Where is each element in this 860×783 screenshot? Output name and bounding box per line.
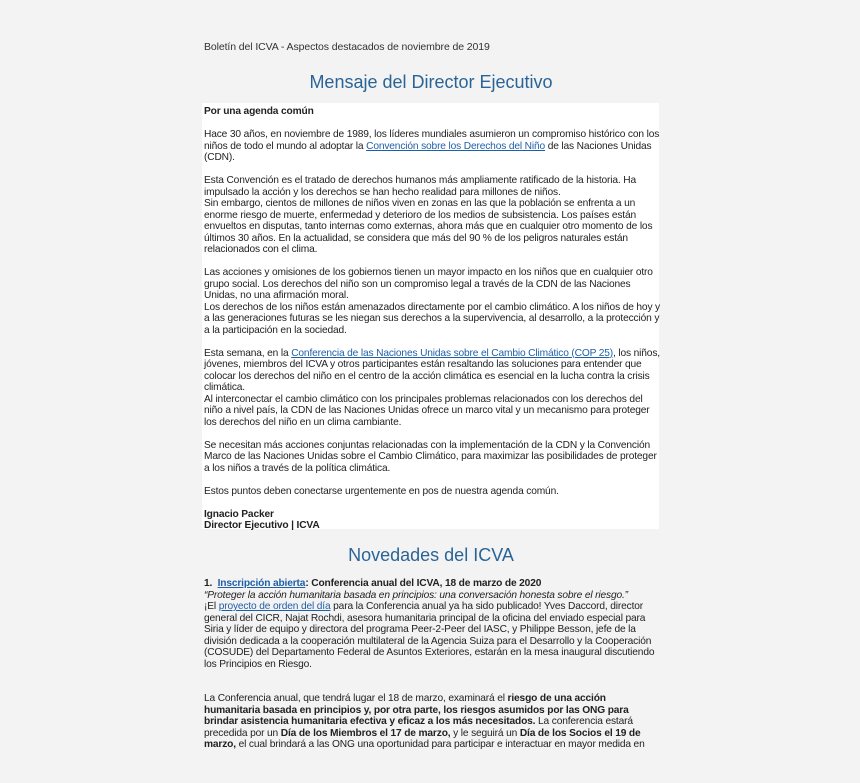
registration-link[interactable]: Inscripción abierta — [217, 578, 306, 589]
paragraph: Al interconectar el cambio climático con los principales problemas relacionados con los derechos del niño a nivel país, la CDN de las Naciones Unidas ofrece un marco vital y un mecanismo para proteger los derechos del niño en un clima cambiante. — [204, 393, 650, 428]
paragraph: Las acciones y omisiones de los gobiernos tienen un mayor impacto en los niños que en cualquier otro grupo social. Los derechos del niño son un compromiso legal a través de la CDN de las Naciones Unidas, no una afirmación moral. — [204, 267, 653, 301]
crc-link[interactable]: Convención sobre los Derechos del Niño — [366, 140, 546, 152]
signature-title: Director Ejecutivo | ICVA — [204, 520, 320, 531]
paragraph: La Conferencia anual, que tendrá lugar el 18 de marzo, examinará el riesgo de una acción humanitaria basada en principios y, por otra parte, los riesgos asumidos por las ONG para brindar asistencia humanitaria efectiva y eficaz a los más necesitados. La conferencia estará precedida por un Día de los Miembros el 17 de marzo, y le seguirá un Día de los Socios el 19 de marzo, el cual brindará a las ONG una oportunidad para participar e interactuar en mayor medida en — [204, 693, 645, 750]
paragraph: Se necesitan más acciones conjuntas relacionadas con la implementación de la CDN y la Convención Marco de las Naciones Unidas sobre el Cambio Climático, para maximizar las posibilidades de proteger a los niños a través de la política climática. — [204, 439, 657, 474]
paragraph: Esta semana, en la Conferencia de las Naciones Unidas sobre el Cambio Climático (COP 25), los niños, jóvenes, miembros del ICVA y otros participantes están resaltando las soluciones para entender que colocar los derechos del niño en el centro de la acción climática es esencial en la lucha contra la crisis climática. — [204, 347, 660, 393]
section-title-news: Novedades del ICVA — [348, 545, 514, 565]
agenda-link[interactable]: proyecto de orden del día — [218, 601, 331, 612]
director-message-body — [204, 106, 660, 532]
paragraph: ¡El proyecto de orden del día para la Conferencia anual ya ha sido publicado! Yves Daccord, director general del CICR, Najat Rochdi, asesora humanitaria principal de la oficina del enviado especial para Siria y líder de equipo y directora del programa Peer-2-Peer del IASC, y Philippe Besson, jefe de la división dedicada a la cooperación multilateral de la Agencia Suiza para el Desarrollo y la Cooperación (COSUDE) del Departamento Federal de Asuntos Exteriores, estarán en la mesa inaugural discutiendo los Principios en Riesgo. — [204, 601, 655, 670]
news-item-heading: 1. Inscripción abierta: Conferencia anual del ICVA, 18 de marzo de 2020 — [204, 578, 542, 589]
paragraph: Los derechos de los niños están amenazados directamente por el cambio climático. A los niños de hoy y a las generaciones futuras se les niegan sus derechos a la supervivencia, al desarrollo, a la protección y a la participación en la sociedad. — [204, 301, 661, 336]
message-heading: Por una agenda común — [204, 106, 314, 117]
paragraph: Estos puntos deben conectarse urgentemente en pos de nuestra agenda común. — [204, 485, 559, 497]
paragraph: Hace 30 años, en noviembre de 1989, los líderes mundiales asumieron un compromiso histórico con los niños de todo el mundo al adoptar la Convención sobre los Derechos del Niño de las Naciones Unidas (CDN). — [204, 129, 660, 163]
news-body — [204, 578, 660, 751]
paragraph: Esta Convención es el tratado de derechos humanos más ampliamente ratificado de la historia. Ha impulsado la acción y los derechos se han hecho realidad para millones de niños. — [204, 175, 636, 198]
paragraph: Sin embargo, cientos de millones de niños viven en zonas en las que la población se enfrenta a un enorme riesgo de muerte, enfermedad y deterioro de los medios de subsistencia. Los países están envueltos en disputas, tanto internas como externas, ahora más que en cualquier otro momento de los últimos 30 años. En la actualidad, se considera que más del 90 % de los peligros naturales están relacionados con el clima. — [204, 198, 653, 255]
news-item-quote: “Proteger la acción humanitaria basada en principios: una conversación honesta sobre el riesgo.” — [204, 589, 628, 601]
bulletin-header: Boletín del ICVA - Aspectos destacados de noviembre de 2019 — [204, 41, 490, 53]
cop25-link[interactable]: Conferencia de las Naciones Unidas sobre el Cambio Climático (COP 25) — [291, 347, 614, 359]
signature-name: Ignacio Packer — [204, 508, 274, 520]
section-title-director: Mensaje del Director Ejecutivo — [309, 72, 553, 92]
